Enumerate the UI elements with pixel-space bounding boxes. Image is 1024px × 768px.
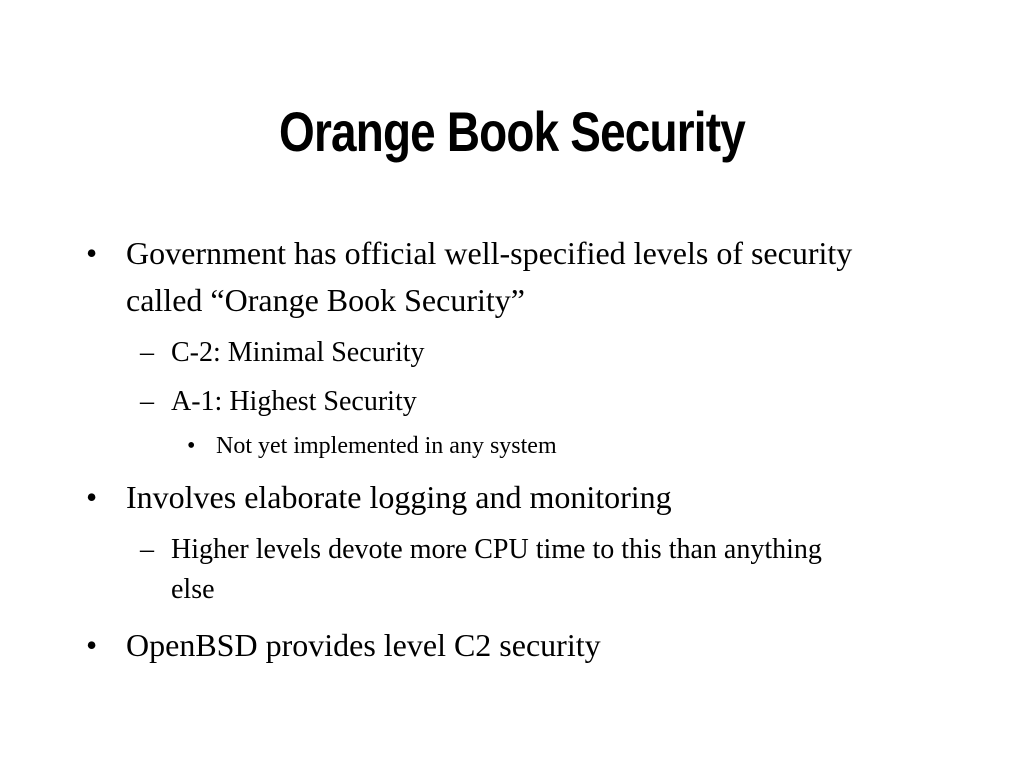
bullet-government-levels	[86, 230, 926, 324]
bullet-marker: •	[86, 479, 98, 515]
subbullet-text: C-2: Minimal Security	[171, 337, 425, 368]
dash-marker: –	[140, 386, 154, 417]
bullet-marker: •	[187, 433, 196, 459]
dash-marker: –	[140, 337, 154, 368]
bullet-openbsd-c2	[86, 622, 926, 669]
dash-marker: –	[140, 534, 154, 565]
subbullet-a1-highest	[140, 382, 871, 422]
bullet-text: OpenBSD provides level C2 security	[126, 627, 601, 663]
bullet-text: Involves elaborate logging and monitoring	[126, 479, 672, 515]
bullet-text: Government has official well-specified levels of security called “Orange Book Security”	[126, 235, 853, 318]
subbullet-text: Higher levels devote more CPU time to this than anything else	[171, 534, 822, 605]
bullet-marker: •	[86, 235, 98, 271]
subbullet-c2-minimal	[140, 333, 871, 373]
bullet-marker: •	[86, 627, 98, 663]
bullet-logging-monitoring	[86, 474, 926, 521]
subbullet-text: A-1: Highest Security	[171, 386, 417, 417]
subbullet-cpu-time	[140, 530, 871, 610]
slide-title: Orange Book Security	[279, 100, 745, 163]
subsubbullet-not-implemented	[187, 431, 816, 461]
subsubbullet-text: Not yet implemented in any system	[216, 433, 557, 459]
